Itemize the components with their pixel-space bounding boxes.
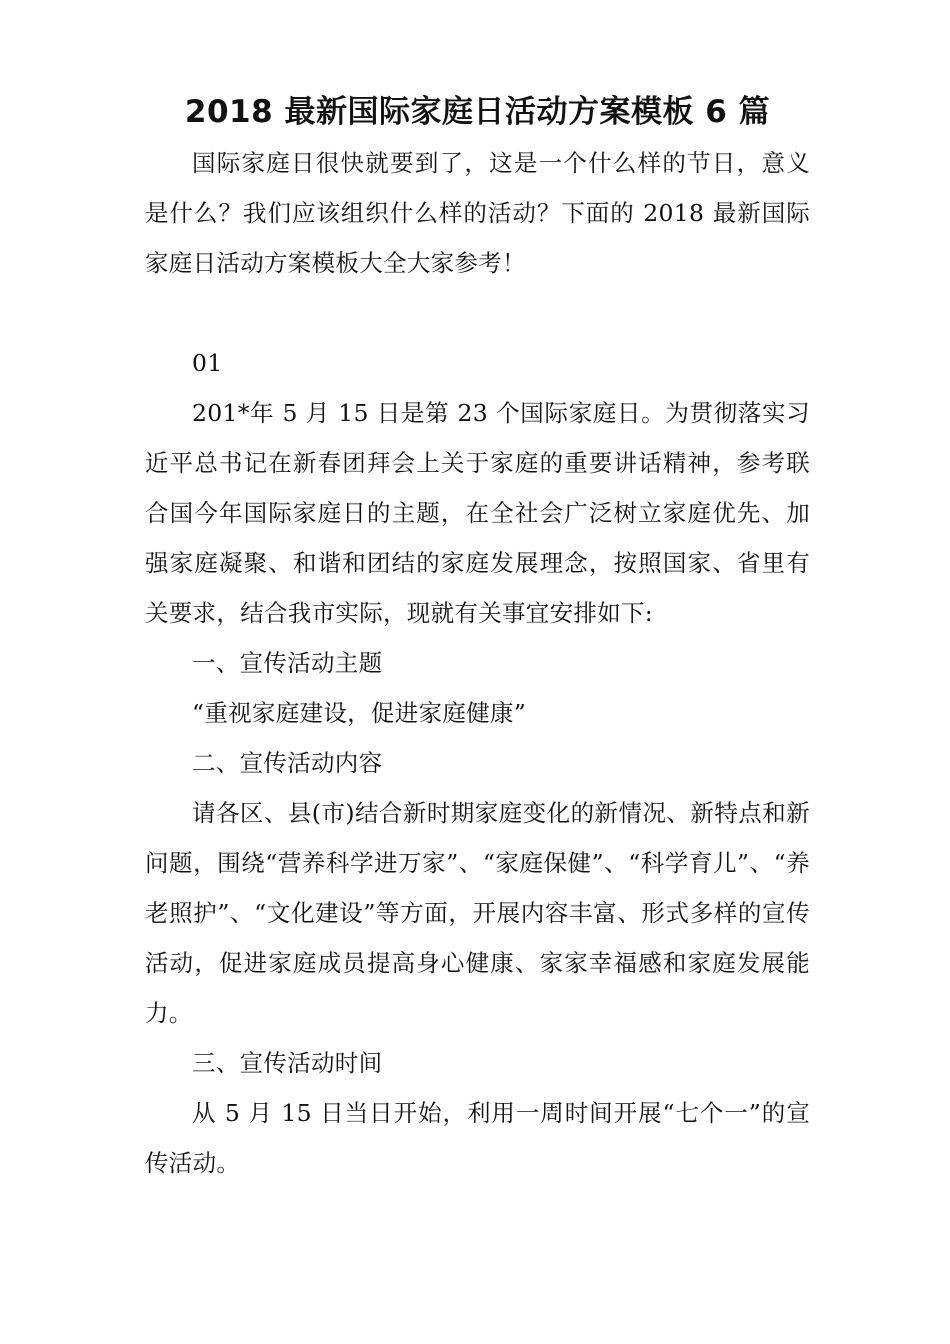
section-heading-3: 三、宣传活动时间 <box>192 1049 383 1077</box>
section-heading-1: 一、宣传活动主题 <box>192 649 383 677</box>
document-page <box>145 86 810 1188</box>
body-paragraph-2: 请各区、县(市)结合新时期家庭变化的新情况、新特点和新问题，围绕“营养科学进万家”、“家庭保健”、“科学育儿”、“养老照护”、“文化建设”等方面，开展内容丰富、形式多样的宣传活动，促进家庭成员提高身心健康、家家幸福感和家庭发展能力。 <box>145 799 810 1027</box>
intro-paragraph: 国际家庭日很快就要到了，这是一个什么样的节日，意义是什么？我们应该组织什么样的活动？下面的 2018 最新国际家庭日活动方案模板大全大家参考！ <box>145 149 810 277</box>
document-title: 2018 最新国际家庭日活动方案模板 6 篇 <box>184 94 771 130</box>
section-heading-2: 二、宣传活动内容 <box>192 749 383 777</box>
body-paragraph-3: 从 5 月 15 日当日开始，利用一周时间开展“七个一”的宣传活动。 <box>145 1099 810 1177</box>
blank-line <box>145 288 810 338</box>
theme-quote: “重视家庭建设，促进家庭健康” <box>192 699 527 727</box>
body-paragraph-1: 201*年 5 月 15 日是第 23 个国际家庭日。为贯彻落实习近平总书记在新春团拜会上关于家庭的重要讲话精神，参考联合国今年国际家庭日的主题，在全社会广泛树立家庭优先、加强家庭凝聚、和谐和团结的家庭发展理念，按照国家、省里有关要求，结合我市实际，现就有关事宜安排如下: <box>145 399 810 627</box>
section-number: 01 <box>192 349 223 377</box>
